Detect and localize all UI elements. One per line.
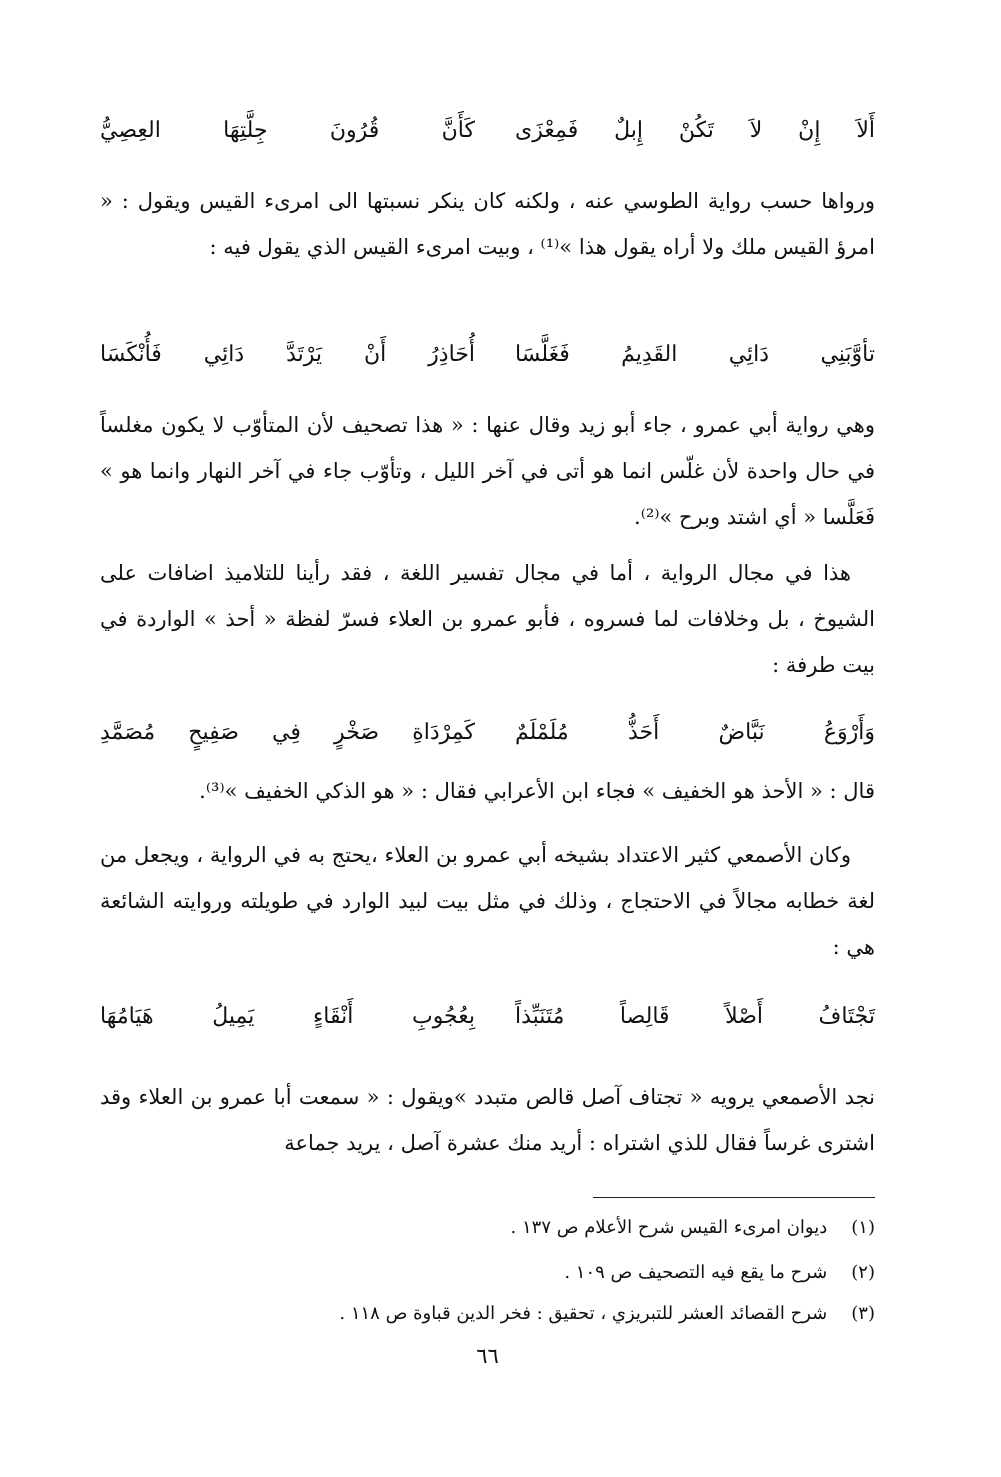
verse-2	[100, 332, 875, 378]
paragraph-2: وهي رواية أبي عمرو ، جاء أبو زيد وقال عنها : « هذا تصحيف لأن المتأوّب لا يكون مغلساً في حال واحدة لأن غلّس انما هو أتى في آخر الليل ، وتأوّب جاء في آخر النهار وانما هو » فَعَلَّسا « أي اشتد وبرح »⁽²⁾.	[100, 413, 875, 529]
book-page	[100, 0, 875, 1477]
verse-4	[100, 994, 875, 1040]
verse-4-second-hemistich: بِعُجُوبِ أَنْقَاءٍ يَمِيلُ هَيَامُهَا	[100, 1004, 475, 1029]
footnote-separator	[593, 1197, 875, 1198]
verse-1-first-hemistich: أَلاَ إِنْ لاَ تَكُنْ إِبلٌ فَمِعْزَى	[515, 118, 875, 143]
page-number: ٦٦	[476, 1344, 499, 1368]
footnote-3-text: شرح القصائد العشر للتبريزي ، تحقيق : فخر الدين قباوة ص ١١٨ .	[339, 1303, 828, 1324]
footnote-1	[100, 1212, 875, 1244]
verse-4-first-hemistich: تَجْتَافُ أَصْلاً قَالِصاً مُتَنَبِّذاً	[515, 1004, 875, 1029]
verse-1	[100, 108, 875, 154]
verse-2-first-hemistich: تأوَّبَنِي دَائِي القَدِيمُ فَغَلَّسَا	[515, 342, 875, 367]
paragraph-3: هذا في مجال الرواية ، أما في مجال تفسير اللغة ، فقد رأينا للتلاميذ اضافات على الشيوخ ، بل وخلافات لما فسروه ، فأبو عمرو بن العلاء فسرّ لفظة « أحذ » الواردة في بيت طرفة :	[100, 561, 875, 677]
verse-3-second-hemistich: كَمِرْدَاةِ صَخْرٍ فِي صَفِيحٍ مُصَمَّدِ	[100, 720, 475, 745]
paragraph-6: نجد الأصمعي يرويه « تجتاف آصل قالص متبدد »ويقول : « سمعت أبا عمرو بن العلاء وقد اشترى غرساً فقال للذي اشتراه : أريد منك عشرة آصل ، يريد جماعة	[100, 1085, 875, 1155]
paragraph-1: ورواها حسب رواية الطوسي عنه ، ولكنه كان ينكر نسبتها الى امرىء القيس ويقول : « امرؤ القيس ملك ولا أراه يقول هذا »⁽¹⁾ ، وبيت امرىء القيس الذي يقول فيه :	[100, 189, 875, 259]
footnote-3-number: (٣)	[851, 1303, 875, 1324]
footnote-1-text: ديوان امرىء القيس شرح الأعلام ص ١٣٧ .	[510, 1217, 828, 1238]
verse-1-second-hemistich: كَأَنَّ قُرُونَ جِلَّتِهَا العِصِيُّ	[100, 118, 475, 143]
paragraph-4: قال : « الأحذ هو الخفيف » فجاء ابن الأعرابي فقال : « هو الذكي الخفيف »⁽³⁾.	[199, 779, 875, 803]
footnote-3	[100, 1298, 875, 1330]
verse-3	[100, 710, 875, 756]
verse-3-first-hemistich: وَأَرْوَعُ نَبَّاضٌ أَحَذُّ مُلَمْلَمٌ	[515, 720, 875, 745]
verse-2-second-hemistich: أُحَاذِرُ أَنْ يَرْتَدَّ دَائِي فَأُنْكَسَا	[100, 342, 475, 367]
footnote-2	[100, 1257, 875, 1289]
footnote-2-text: شرح ما يقع فيه التصحيف ص ١٠٩ .	[564, 1262, 828, 1283]
footnote-2-number: (٢)	[851, 1262, 875, 1283]
paragraph-5: وكان الأصمعي كثير الاعتداد بشيخه أبي عمرو بن العلاء ،يحتج به في الرواية ، ويجعل من لغة خطابه مجالاً في الاحتجاج ، وذلك في مثل بيت لبيد الوارد في طويلته وروايته الشائعة هي :	[100, 843, 875, 959]
footnote-1-number: (١)	[851, 1217, 875, 1238]
